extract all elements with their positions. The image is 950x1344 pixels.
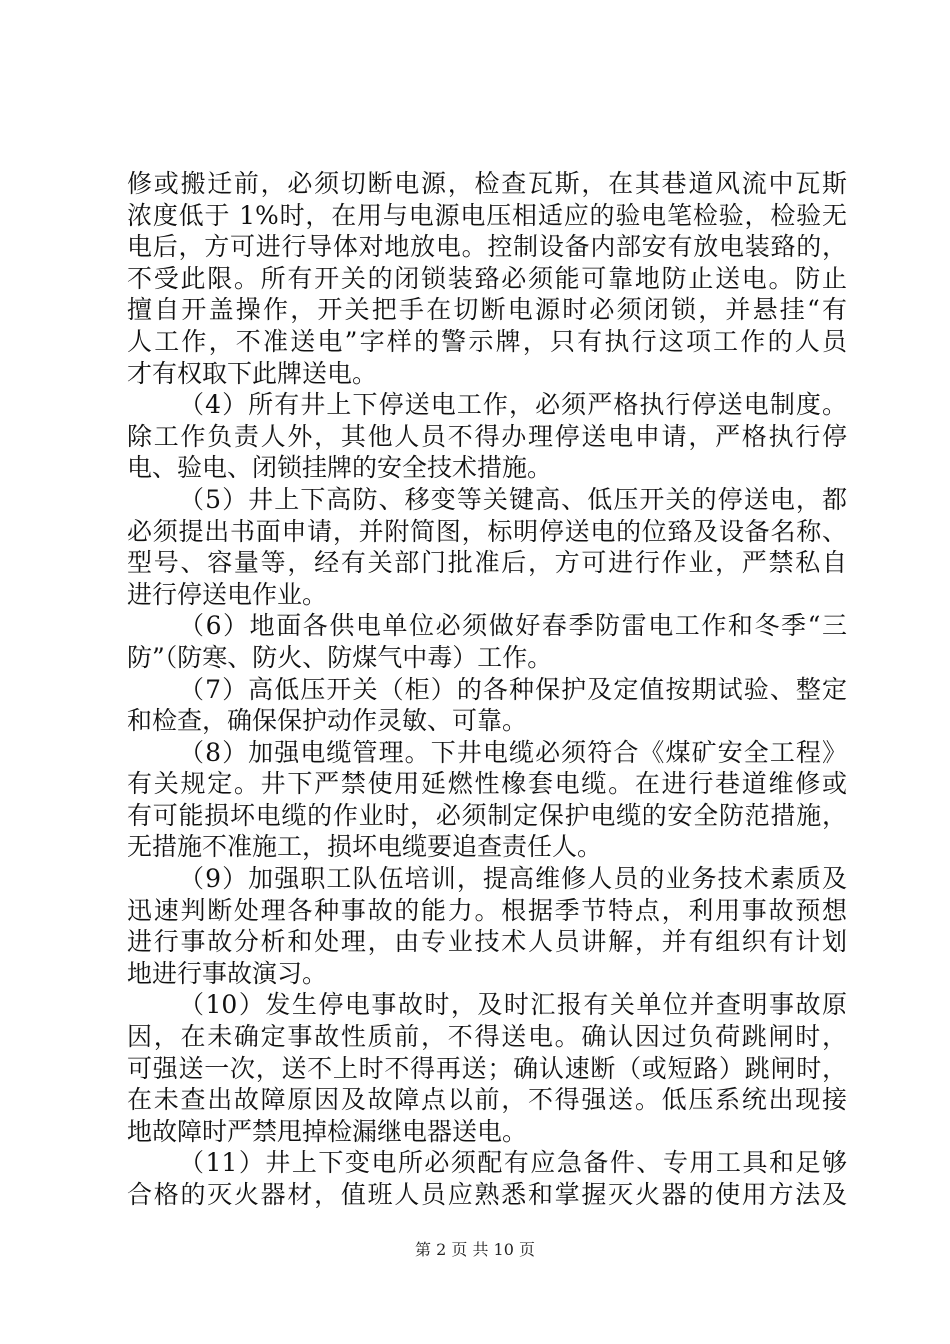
text-line: 防”（防寒、防火、防煤气中毒）工作。 <box>127 642 553 672</box>
text-line: （5）井上下高防、移变等关键高、低压开关的停送电，都 <box>179 484 847 514</box>
text-line: （6）地面各供电单位必须做好春季防雷电工作和冬季“三 <box>179 611 847 641</box>
text-line: 有可能损坏电缆的作业时，必须制定保护电缆的安全防范措施， <box>127 800 847 830</box>
text-line: 和检查，确保保护动作灵敏、可靠。 <box>127 706 528 736</box>
text-line: （8）加强电缆管理。下井电缆必须符合《煤矿安全工程》 <box>179 737 847 767</box>
text-line: 擅自开盖操作，开关把手在切断电源时必须闭锁，并悬挂“有 <box>127 295 847 325</box>
text-line: 电后，方可进行导体对地放电。控制设备内部安有放电装臵的， <box>127 232 847 262</box>
text-line: 因，在未确定事故性质前，不得送电。确认因过负荷跳闸时， <box>127 1022 847 1052</box>
text-line: 无措施不准施工，损坏电缆要追查责任人。 <box>127 832 603 862</box>
text-line: 进行停送电作业。 <box>127 579 328 609</box>
document-body <box>127 168 847 1211</box>
text-line: 有关规定。井下严禁使用延燃性橡套电缆。在进行巷道维修或 <box>127 769 847 799</box>
text-line: 不受此限。所有开关的闭锁装臵必须能可靠地防止送电。防止 <box>127 263 847 293</box>
text-line: 地故障时严禁甩掉检漏继电器送电。 <box>127 1116 528 1146</box>
text-line: （7）高低压开关（柜）的各种保护及定值按期试验、整定 <box>179 674 847 704</box>
text-line: 才有权取下此牌送电。 <box>127 358 378 388</box>
text-line: 浓度低于 1%时，在用与电源电压相适应的验电笔检验，检验无 <box>127 200 847 230</box>
text-line: （9）加强职工队伍培训，提高维修人员的业务技术素质及 <box>179 864 847 894</box>
text-line: 迅速判断处理各种事故的能力。根据季节特点，利用事故预想 <box>127 895 847 925</box>
text-line: 除工作负责人外，其他人员不得办理停送电申请，严格执行停 <box>127 421 847 451</box>
text-line: 在未查出故障原因及故障点以前，不得强送。低压系统出现接 <box>127 1085 847 1115</box>
text-line: 进行事故分析和处理，由专业技术人员讲解，并有组织有计划 <box>127 927 847 957</box>
text-line: 电、验电、闭锁挂牌的安全技术措施。 <box>127 453 553 483</box>
text-line: （4）所有井上下停送电工作，必须严格执行停送电制度。 <box>179 390 847 420</box>
text-line: 地进行事故演习。 <box>127 958 328 988</box>
text-line: 可强送一次，送不上时不得再送；确认速断（或短路）跳闸时， <box>127 1053 847 1083</box>
text-line: （11）井上下变电所必须配有应急备件、专用工具和足够 <box>179 1148 847 1178</box>
text-line: 型号、容量等，经有关部门批准后，方可进行作业，严禁私自 <box>127 548 847 578</box>
text-line: 人工作，不准送电”字样的警示牌，只有执行这项工作的人员 <box>127 326 847 356</box>
text-line: 修或搬迁前，必须切断电源，检查瓦斯，在其巷道风流中瓦斯 <box>127 169 847 198</box>
text-line: （10）发生停电事故时，及时汇报有关单位并查明事故原 <box>179 990 847 1020</box>
text-line: 必须提出书面申请，并附简图，标明停送电的位臵及设备名称、 <box>127 516 847 546</box>
page-footer: 第 2 页 共 10 页 <box>415 1240 535 1259</box>
text-line: 合格的灭火器材，值班人员应熟悉和掌握灭火器的使用方法及 <box>127 1180 847 1209</box>
